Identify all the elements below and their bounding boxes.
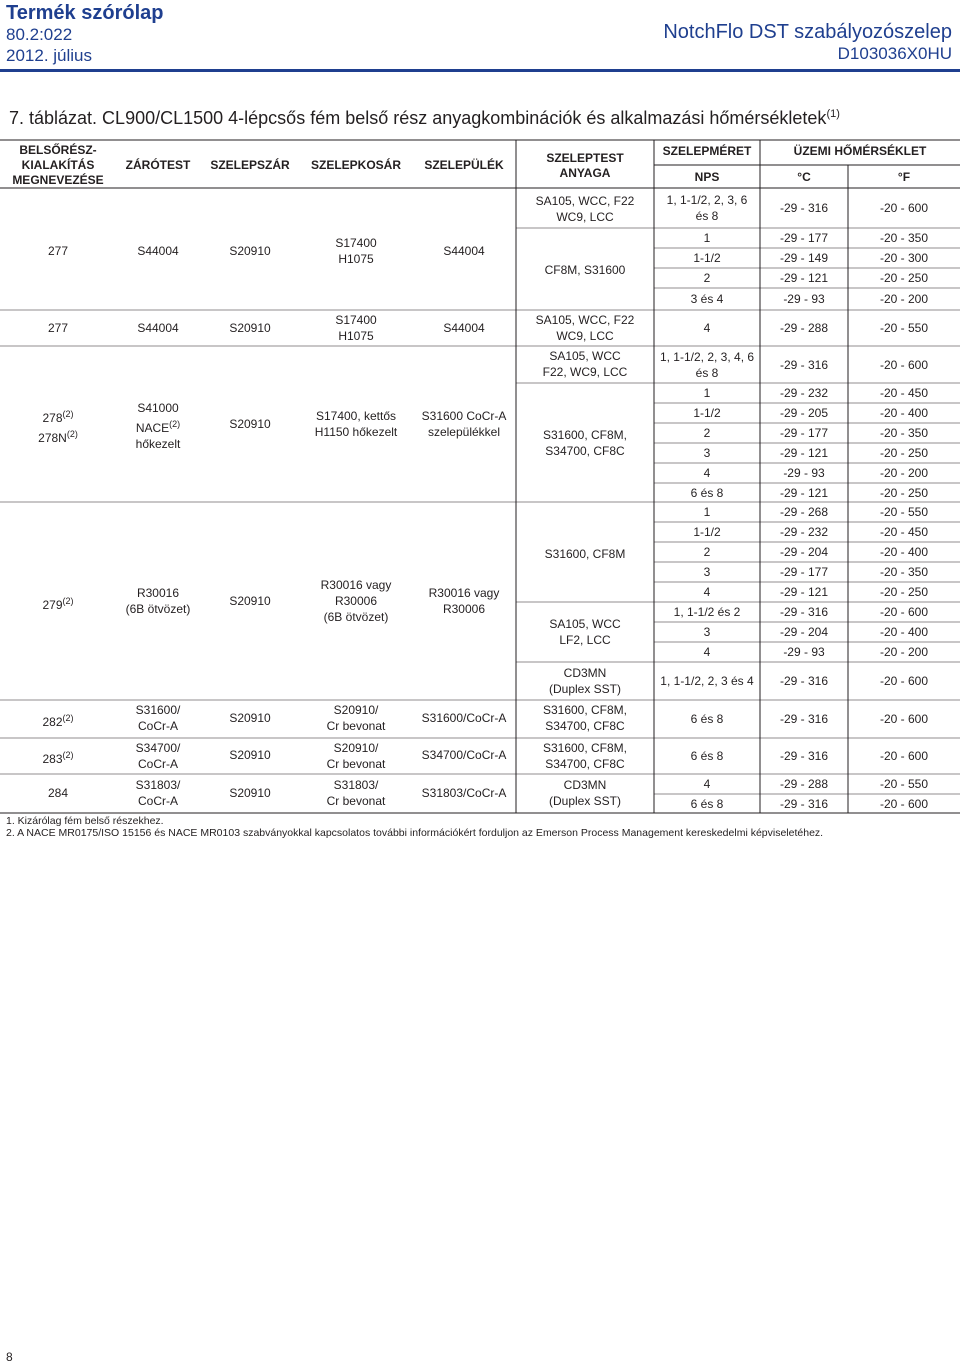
size-row-nps-cell: 1-1/2 xyxy=(693,251,721,265)
col-header-celsius: °C xyxy=(797,170,811,184)
table-caption: 7. táblázat. CL900/CL1500 4-lépcsős fém belső rész anyagkombinációk és alkalmazási hőmérsékletek$^{(1)}$ xyxy=(9,108,840,128)
size-row-f-cell: -20 - 350 xyxy=(879,426,929,440)
cage-cell: R30016 vagy R30006 (6B ötvözet) xyxy=(320,578,392,624)
seat-cell: S31803/CoCr-A xyxy=(421,786,507,800)
body-cell: S31600, CF8M xyxy=(544,547,626,561)
cage-cell: S31803/ Cr bevonat xyxy=(326,778,386,808)
size-row-f-cell: -20 - 600 xyxy=(879,712,929,726)
size-row-f-cell: -20 - 200 xyxy=(879,466,929,480)
col-header-body: SZELEPTEST ANYAGA xyxy=(546,151,624,180)
size-row-f-cell: -20 - 550 xyxy=(879,321,929,335)
col-header-fahrenheit: °F xyxy=(897,170,911,184)
seat-cell: S31600 CoCr-A szelepülékkel xyxy=(421,409,507,439)
size-row-nps-cell: 1 xyxy=(703,505,711,519)
trim-cell: 278$^{(2)}$ $278N^{(2)}$ xyxy=(38,409,78,445)
size-row-c-cell: -29 - 316 xyxy=(779,749,829,763)
size-row-c-cell: -29 - 177 xyxy=(779,565,829,579)
size-row-c-cell: -29 - 316 xyxy=(779,674,829,688)
size-row-c-cell: -29 - 93 xyxy=(783,292,825,306)
size-row-f-cell: -20 - 450 xyxy=(879,525,929,539)
size-row-nps-cell: 4 xyxy=(703,466,711,480)
size-row-c-cell: -29 - 121 xyxy=(779,486,829,500)
size-row-f-cell: -20 - 200 xyxy=(879,645,929,659)
cage-cell: S20910/ Cr bevonat xyxy=(326,703,386,733)
size-row-nps-cell: 1-1/2 xyxy=(693,406,721,420)
doc-date: 2012. július xyxy=(6,46,93,65)
trim-cell: 279$^{(2)}$ xyxy=(42,596,74,612)
stem-cell: S20910 xyxy=(229,417,271,431)
size-row-c-cell: -29 - 316 xyxy=(779,358,829,372)
size-row-nps-cell: 1, 1-1/2, 2, 3, 6 és 8 xyxy=(666,193,748,223)
size-row-f-cell: -20 - 350 xyxy=(879,231,929,245)
size-row-nps-cell: 1, 1-1/2, 2, 3, 4, 6 és 8 xyxy=(659,350,755,380)
body-cell: S31600, CF8M, S34700, CF8C xyxy=(542,703,628,733)
col-header-nps: NPS xyxy=(694,170,720,184)
doc-code: D103036X0HU xyxy=(837,44,952,63)
page-number: 8 xyxy=(6,1350,13,1364)
size-row-f-cell: -20 - 200 xyxy=(879,292,929,306)
size-row-nps-cell: 6 és 8 xyxy=(690,797,724,811)
size-row-c-cell: -29 - 204 xyxy=(779,625,829,639)
seat-cell: R30016 vagy R30006 xyxy=(428,586,500,616)
product-title: NotchFlo DST szabályozószelep xyxy=(663,21,952,43)
body-cell: SA105, WCC, F22 WC9, LCC xyxy=(535,313,635,343)
size-row-f-cell: -20 - 600 xyxy=(879,749,929,763)
size-row-nps-cell: 1, 1-1/2, 2, 3 és 4 xyxy=(660,674,754,688)
size-row-c-cell: -29 - 316 xyxy=(779,797,829,811)
size-row-nps-cell: 4 xyxy=(703,321,711,335)
size-row-nps-cell: 1 xyxy=(703,386,711,400)
size-row-nps-cell: 3 xyxy=(703,446,711,460)
trim-cell: 277 xyxy=(47,244,69,258)
doc-type: Termék szórólap xyxy=(6,2,164,24)
size-row-nps-cell: 3 xyxy=(703,565,711,579)
body-cell: S31600, CF8M, S34700, CF8C xyxy=(542,741,628,771)
size-row-f-cell: -20 - 600 xyxy=(879,674,929,688)
size-row-f-cell: -20 - 450 xyxy=(879,386,929,400)
size-row-nps-cell: 4 xyxy=(703,585,711,599)
stem-cell: S20910 xyxy=(229,244,271,258)
size-row-f-cell: -20 - 300 xyxy=(879,251,929,265)
body-cell: CF8M, S31600 xyxy=(544,263,626,277)
size-row-f-cell: -20 - 400 xyxy=(879,406,929,420)
size-row-c-cell: -29 - 268 xyxy=(779,505,829,519)
size-row-c-cell: -29 - 121 xyxy=(779,585,829,599)
size-row-nps-cell: 6 és 8 xyxy=(690,486,724,500)
plug-cell: S31803/ CoCr-A xyxy=(135,778,181,808)
size-row-f-cell: -20 - 400 xyxy=(879,625,929,639)
col-header-seat: SZELEPÜLÉK xyxy=(424,158,504,172)
size-row-nps-cell: 3 xyxy=(703,625,711,639)
doc-number: 80.2:022 xyxy=(6,25,73,44)
size-row-f-cell: -20 - 600 xyxy=(879,797,929,811)
size-row-nps-cell: 1, 1-1/2 és 2 xyxy=(673,605,741,619)
col-header-cage: SZELEPKOSÁR xyxy=(310,158,401,172)
size-row-c-cell: -29 - 93 xyxy=(783,466,825,480)
size-row-f-cell: -20 - 600 xyxy=(879,605,929,619)
size-row-f-cell: -20 - 600 xyxy=(879,201,929,215)
body-cell: SA105, WCC LF2, LCC xyxy=(549,617,621,647)
plug-cell: R30016 (6B ötvözet) xyxy=(125,586,191,616)
size-row-c-cell: -29 - 232 xyxy=(779,386,829,400)
size-row-nps-cell: 6 és 8 xyxy=(690,712,724,726)
body-cell: CD3MN (Duplex SST) xyxy=(548,778,622,808)
size-row-c-cell: -29 - 121 xyxy=(779,271,829,285)
cage-cell: S17400 H1075 xyxy=(335,236,377,266)
trim-cell: 283$^{(2)}$ xyxy=(42,750,74,766)
size-row-f-cell: -20 - 250 xyxy=(879,585,929,599)
cage-cell: S20910/ Cr bevonat xyxy=(326,741,386,771)
plug-cell: S44004 xyxy=(137,321,179,335)
size-row-nps-cell: 2 xyxy=(703,426,711,440)
col-header-size: SZELEPMÉRET xyxy=(662,144,752,158)
plug-cell: S31600/ CoCr-A xyxy=(135,703,181,733)
body-cell: S31600, CF8M, S34700, CF8C xyxy=(542,428,628,458)
size-row-nps-cell: 4 xyxy=(703,777,711,791)
seat-cell: S34700/CoCr-A xyxy=(421,748,507,762)
col-header-temp: ÜZEMI HŐMÉRSÉKLET xyxy=(793,144,927,158)
size-row-f-cell: -20 - 400 xyxy=(879,545,929,559)
size-row-nps-cell: 2 xyxy=(703,545,711,559)
size-row-nps-cell: 4 xyxy=(703,645,711,659)
cage-cell: S17400 H1075 xyxy=(335,313,377,343)
body-cell: CD3MN (Duplex SST) xyxy=(548,666,622,696)
size-row-f-cell: -20 - 250 xyxy=(879,271,929,285)
plug-cell: S44004 xyxy=(137,244,179,258)
cage-cell: S17400, kettős H1150 hőkezelt xyxy=(314,409,398,439)
size-row-c-cell: -29 - 121 xyxy=(779,446,829,460)
size-row-c-cell: -29 - 177 xyxy=(779,231,829,245)
size-row-c-cell: -29 - 177 xyxy=(779,426,829,440)
col-header-stem: SZELEPSZÁR xyxy=(210,158,290,172)
plug-cell: S41000 NACE$^{(2)}$ hőkezelt xyxy=(135,401,181,451)
trim-cell: 277 xyxy=(47,321,69,335)
body-cell: SA105, WCC F22, WC9, LCC xyxy=(542,349,628,379)
size-row-c-cell: -29 - 288 xyxy=(779,777,829,791)
trim-cell: 282$^{(2)}$ xyxy=(42,713,74,729)
col-header-trim: BELSŐRÉSZ- KIALAKÍTÁS MEGNEVEZÉSE xyxy=(12,143,104,187)
col-header-plug: ZÁRÓTEST xyxy=(125,158,191,172)
size-row-f-cell: -20 - 350 xyxy=(879,565,929,579)
size-row-c-cell: -29 - 232 xyxy=(779,525,829,539)
stem-cell: S20910 xyxy=(229,786,271,800)
seat-cell: S31600/CoCr-A xyxy=(421,711,507,725)
plug-cell: S34700/ CoCr-A xyxy=(135,741,181,771)
size-row-c-cell: -29 - 205 xyxy=(779,406,829,420)
size-row-c-cell: -29 - 316 xyxy=(779,712,829,726)
body-cell: SA105, WCC, F22 WC9, LCC xyxy=(535,194,635,224)
size-row-nps-cell: 1-1/2 xyxy=(693,525,721,539)
size-row-nps-cell: 3 és 4 xyxy=(690,292,724,306)
stem-cell: S20910 xyxy=(229,594,271,608)
stem-cell: S20910 xyxy=(229,711,271,725)
size-row-c-cell: -29 - 149 xyxy=(779,251,829,265)
size-row-f-cell: -20 - 550 xyxy=(879,505,929,519)
size-row-c-cell: -29 - 204 xyxy=(779,545,829,559)
trim-cell: 284 xyxy=(47,786,69,800)
stem-cell: S20910 xyxy=(229,321,271,335)
size-row-nps-cell: 1 xyxy=(703,231,711,245)
size-row-f-cell: -20 - 250 xyxy=(879,486,929,500)
footnote-1: 1. Kizárólag fém belső részekhez. xyxy=(6,815,164,827)
size-row-f-cell: -20 - 600 xyxy=(879,358,929,372)
size-row-f-cell: -20 - 550 xyxy=(879,777,929,791)
size-row-c-cell: -29 - 288 xyxy=(779,321,829,335)
size-row-c-cell: -29 - 316 xyxy=(779,605,829,619)
footnote-2: 2. A NACE MR0175/ISO 15156 és NACE MR0103 szabványokkal kapcsolatos további információkért forduljon az Emerson Process Management kereskedelmi képviseletéhez. xyxy=(6,827,824,839)
size-row-nps-cell: 2 xyxy=(703,271,711,285)
size-row-c-cell: -29 - 93 xyxy=(783,645,825,659)
size-row-c-cell: -29 - 316 xyxy=(779,201,829,215)
size-row-f-cell: -20 - 250 xyxy=(879,446,929,460)
stem-cell: S20910 xyxy=(229,748,271,762)
size-row-nps-cell: 6 és 8 xyxy=(690,749,724,763)
seat-cell: S44004 xyxy=(443,244,485,258)
seat-cell: S44004 xyxy=(443,321,485,335)
